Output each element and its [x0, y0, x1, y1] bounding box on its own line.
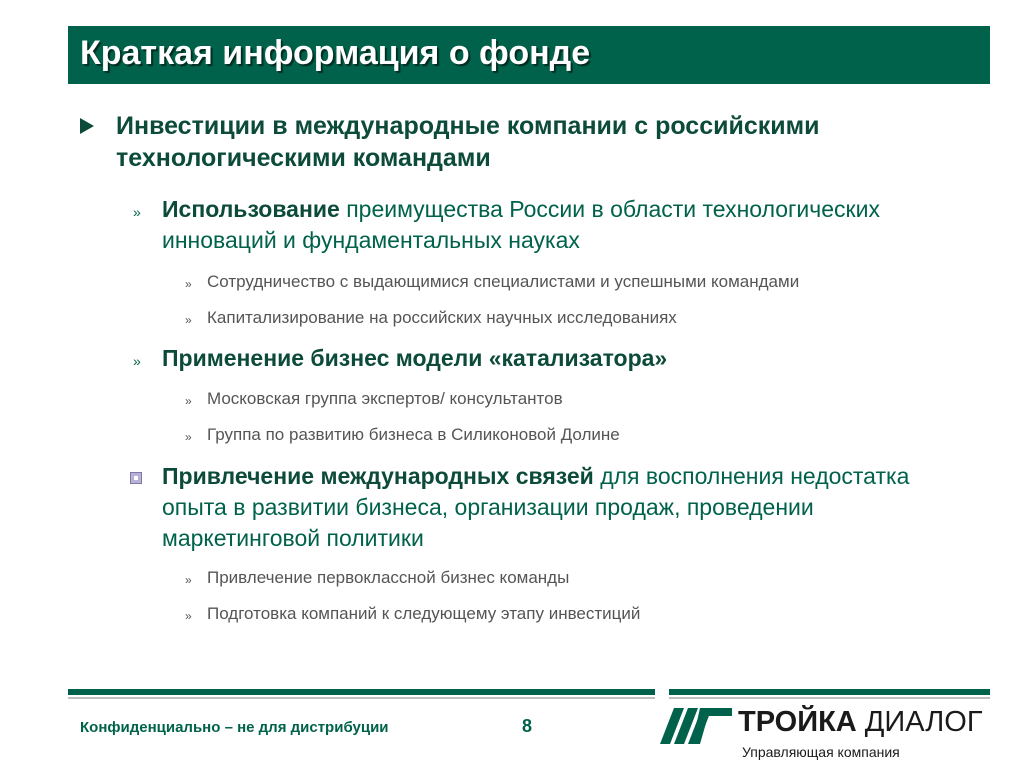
double-chevron-icon: » — [185, 573, 192, 587]
triangle-bullet-icon — [80, 118, 94, 134]
double-chevron-icon: » — [185, 609, 192, 623]
square-bullet-icon — [130, 472, 142, 484]
troika-logo-icon — [660, 702, 732, 744]
section3-sub1: Привлечение первоклассной бизнес команды — [207, 568, 570, 587]
double-chevron-icon: » — [133, 204, 141, 220]
section3-sub2: Подготовка компаний к следующему этапу инвестиций — [207, 604, 641, 623]
footer-divider — [68, 689, 990, 695]
company-logo-text — [738, 706, 983, 739]
logo-rest: ДИАЛОГ — [864, 706, 983, 738]
section2-sub2: Группа по развитию бизнеса в Силиконовой Долине — [207, 425, 620, 444]
double-chevron-icon: » — [185, 277, 192, 291]
double-chevron-icon: » — [185, 313, 192, 327]
double-chevron-icon: » — [185, 394, 192, 408]
confidential-note: Конфиденциально – не для дистрибуции — [80, 719, 389, 736]
section2-bold: Применение бизнес модели «катализатора» — [162, 345, 668, 371]
logo-bold: ТРОЙКА — [738, 706, 857, 738]
section2-text — [162, 343, 972, 374]
section1-bold: Использование — [162, 196, 340, 222]
section1-rest: преимущества России в области технологических инноваций и фундаментальных науках — [162, 196, 880, 253]
title-bar — [68, 26, 990, 84]
slide-title: Краткая информация о фонде — [80, 34, 591, 72]
section1-text — [162, 194, 972, 256]
page-number: 8 — [522, 716, 533, 736]
section3-bold: Привлечение международных связей — [162, 463, 594, 489]
section3-rest: для восполнения недостатка опыта в развитии бизнеса, организации продаж, проведении маркетинговой политики — [162, 463, 910, 551]
main-bullet-text: Инвестиции в международные компании с российскими технологическими командами — [116, 112, 820, 172]
section3-text — [162, 461, 972, 554]
section1-sub2: Капитализирование на российских научных исследованиях — [207, 308, 677, 327]
company-subtitle: Управляющая компания — [742, 744, 900, 760]
section2-sub1: Московская группа экспертов/ консультантов — [207, 389, 563, 408]
double-chevron-icon: » — [133, 353, 141, 369]
footer-divider-thin — [68, 697, 990, 699]
section1-sub1: Сотрудничество с выдающимися специалистами и успешными командами — [207, 272, 800, 291]
divider-gap — [655, 686, 669, 700]
double-chevron-icon: » — [185, 430, 192, 444]
